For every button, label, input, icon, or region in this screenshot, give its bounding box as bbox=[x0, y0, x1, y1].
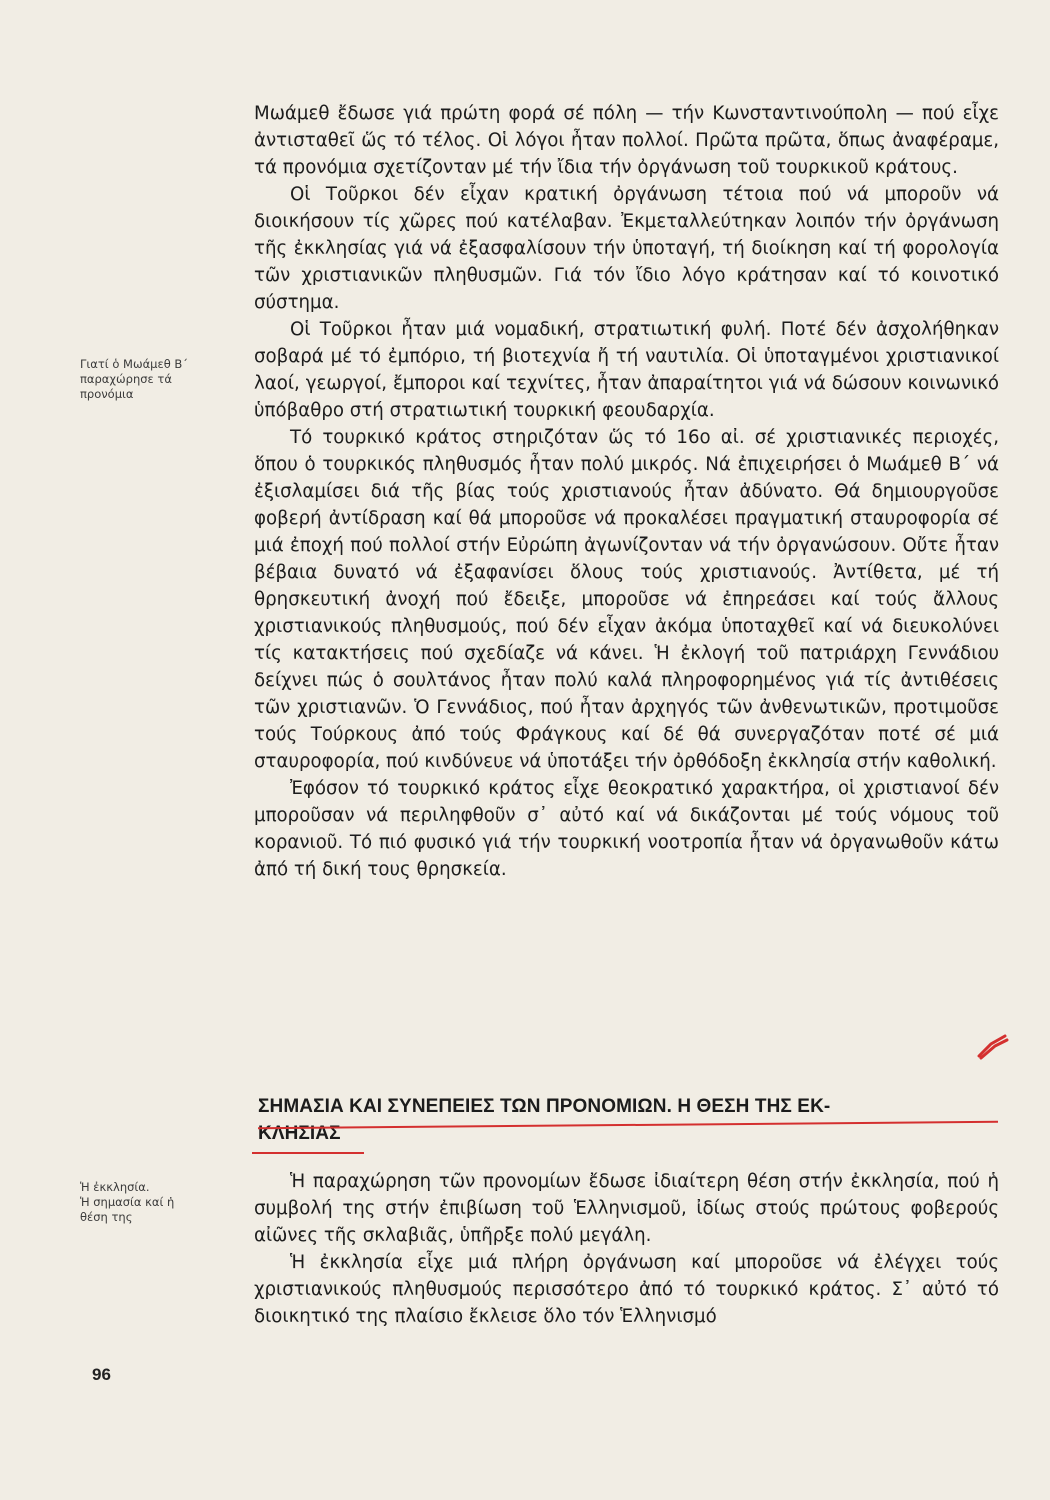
paragraph: Οἱ Τοῦρκοι ἦταν μιά νομαδική, στρατιωτική φυλή. Ποτέ δέν ἀσχολήθηκαν σοβαρά μέ τό ἐμπόριο, τή βιοτεχνία ἤ τή ναυτιλία. Οἱ ὑποταγμένοι χριστιανικοί λαοί, γεωργοί, ἔμποροι καί τεχνίτες, ἦταν ἀπαραίτητοι γιά νά δώσουν κοινωνικό ὑπόβαθρο στή στρατιωτική τουρκική φεουδαρχία. bbox=[254, 319, 999, 421]
main-text-block-2 bbox=[254, 1168, 999, 1330]
red-underline bbox=[252, 1152, 364, 1154]
margin-note-church bbox=[80, 1180, 230, 1225]
section-heading bbox=[258, 1093, 1003, 1147]
section-heading-line-1: ΣΗΜΑΣΙΑ ΚΑΙ ΣΥΝΕΠΕΙΕΣ ΤΩΝ ΠΡΟΝΟΜΙΩΝ. Η ΘΕΣΗ ΤΗΣ ΕΚ- bbox=[258, 1096, 831, 1117]
page-number: 96 bbox=[92, 1365, 111, 1384]
margin-note-text: Γιατί ὁ Μωάμεθ Β΄ παραχώρησε τά προνόμια bbox=[80, 357, 189, 401]
paragraph: Ἡ ἐκκλησία εἶχε μιά πλήρη ὀργάνωση καί μποροῦσε νά ἐλέγχει τούς χριστιανικούς πληθυσμούς περισσότερο ἀπό τό τουρκικό κράτος. Σ᾿ αὐτό τό διοικητικό της πλαίσιο ἔκλεισε ὅλο τόν Ἑλληνισμό bbox=[254, 1252, 999, 1327]
paragraph: Οἱ Τοῦρκοι δέν εἶχαν κρατική ὀργάνωση τέτοια πού νά μποροῦν νά διοικήσουν τίς χῶρες πού κατέλαβαν. Ἐκμεταλλεύτηκαν λοιπόν τήν ὀργάνωση τῆς ἐκκλησίας γιά νά ἐξασφαλίσουν τήν ὑποταγή, τή διοίκηση καί τή φορολογία τῶν χριστιανικῶν πληθυσμῶν. Γιά τόν ἴδιο λόγο κράτησαν καί τό κοινοτικό σύστημα. bbox=[254, 184, 999, 313]
red-pen-mark-icon bbox=[975, 1034, 1009, 1060]
paragraph: Ἡ παραχώρηση τῶν προνομίων ἔδωσε ἰδιαίτερη θέση στήν ἐκκλησία, πού ἡ συμβολή της στήν ἐπιβίωση τοῦ Ἑλληνισμοῦ, ἰδίως στούς πρώτους φοβερούς αἰῶνες τῆς σκλαβιᾶς, ὑπῆρξε πολύ μεγάλη. bbox=[254, 1171, 999, 1246]
paragraph: Τό τουρκικό κράτος στηριζόταν ὥς τό 16ο αἰ. σέ χριστιανικές περιοχές, ὅπου ὁ τουρκικός πληθυσμός ἦταν πολύ μικρός. Νά ἐπιχειρήσει ὁ Μωάμεθ Β΄ νά ἐξισλαμίσει διά τῆς βίας τούς χριστιανούς ἦταν ἀδύνατο. Θά δημιουργοῦσε φοβερή ἀντίδραση καί θά μποροῦσε νά προκαλέσει πραγματική σταυροφορία σέ μιά ἐποχή πού πολλοί στήν Εὐρώπη ἀγωνίζονταν νά τήν ὀργανώσουν. Οὔτε ἦταν βέβαια δυνατό νά ἐξαφανίσει ὅλους τούς χριστιανούς. Ἀντίθετα, μέ τή θρησκευτική ἀνοχή πού ἔδειξε, μποροῦσε νά ἐπηρεάσει καί τούς ἄλλους χριστιανικούς πληθυσμούς, πού δέν εἶχαν ἀκόμα ὑποταχθεῖ καί νά διευκολύνει τίς κατακτήσεις πού σχεδίαζε νά κάνει. Ἡ ἐκλογή τοῦ πατριάρχη Γεννάδιου δείχνει πώς ὁ σουλτάνος ἦταν πολύ καλά πληροφορημένος γιά τίς ἀντιθέσεις τῶν χριστιανῶν. Ὁ Γεννάδιος, πού ἦταν ἀρχηγός τῶν ἀνθενωτικῶν, προτιμοῦσε τούς Τούρκους ἀπό τούς Φράγκους καί δέ θά συνεργαζόταν ποτέ σέ μιά σταυροφορία, πού κινδύνευε νά ὑποτάξει τήν ὀρθόδοξη ἐκκλησία στήν καθολική. bbox=[254, 427, 999, 772]
main-text-block bbox=[254, 100, 999, 883]
margin-note-text: Ἡ ἐκκλησία. Ἡ σημασία καί ἡ θέση της bbox=[80, 1180, 175, 1224]
section-heading-line-2: ΚΛΗΣΙΑΣ bbox=[258, 1123, 341, 1144]
paragraph: Μωάμεθ ἔδωσε γιά πρώτη φορά σέ πόλη — τήν Κωνσταντινούπολη — πού εἶχε ἀντισταθεῖ ὥς τό τέλος. Οἱ λόγοι ἦταν πολλοί. Πρῶτα πρῶτα, ὅπως ἀναφέραμε, τά προνόμια σχετίζονταν μέ τήν ἴδια τήν ὀργάνωση τοῦ τουρκικοῦ κράτους. bbox=[254, 103, 999, 178]
paragraph: Ἐφόσον τό τουρκικό κράτος εἶχε θεοκρατικό χαρακτήρα, οἱ χριστιανοί δέν μποροῦσαν νά περιληφθοῦν σ᾿ αὐτό καί νά δικάζονται μέ τούς νόμους τοῦ κορανιοῦ. Τό πιό φυσικό γιά τήν τουρκική νοοτροπία ἦταν νά ὀργανωθοῦν κάτω ἀπό τή δική τους θρησκεία. bbox=[254, 778, 999, 880]
margin-note-privileges bbox=[80, 357, 230, 402]
